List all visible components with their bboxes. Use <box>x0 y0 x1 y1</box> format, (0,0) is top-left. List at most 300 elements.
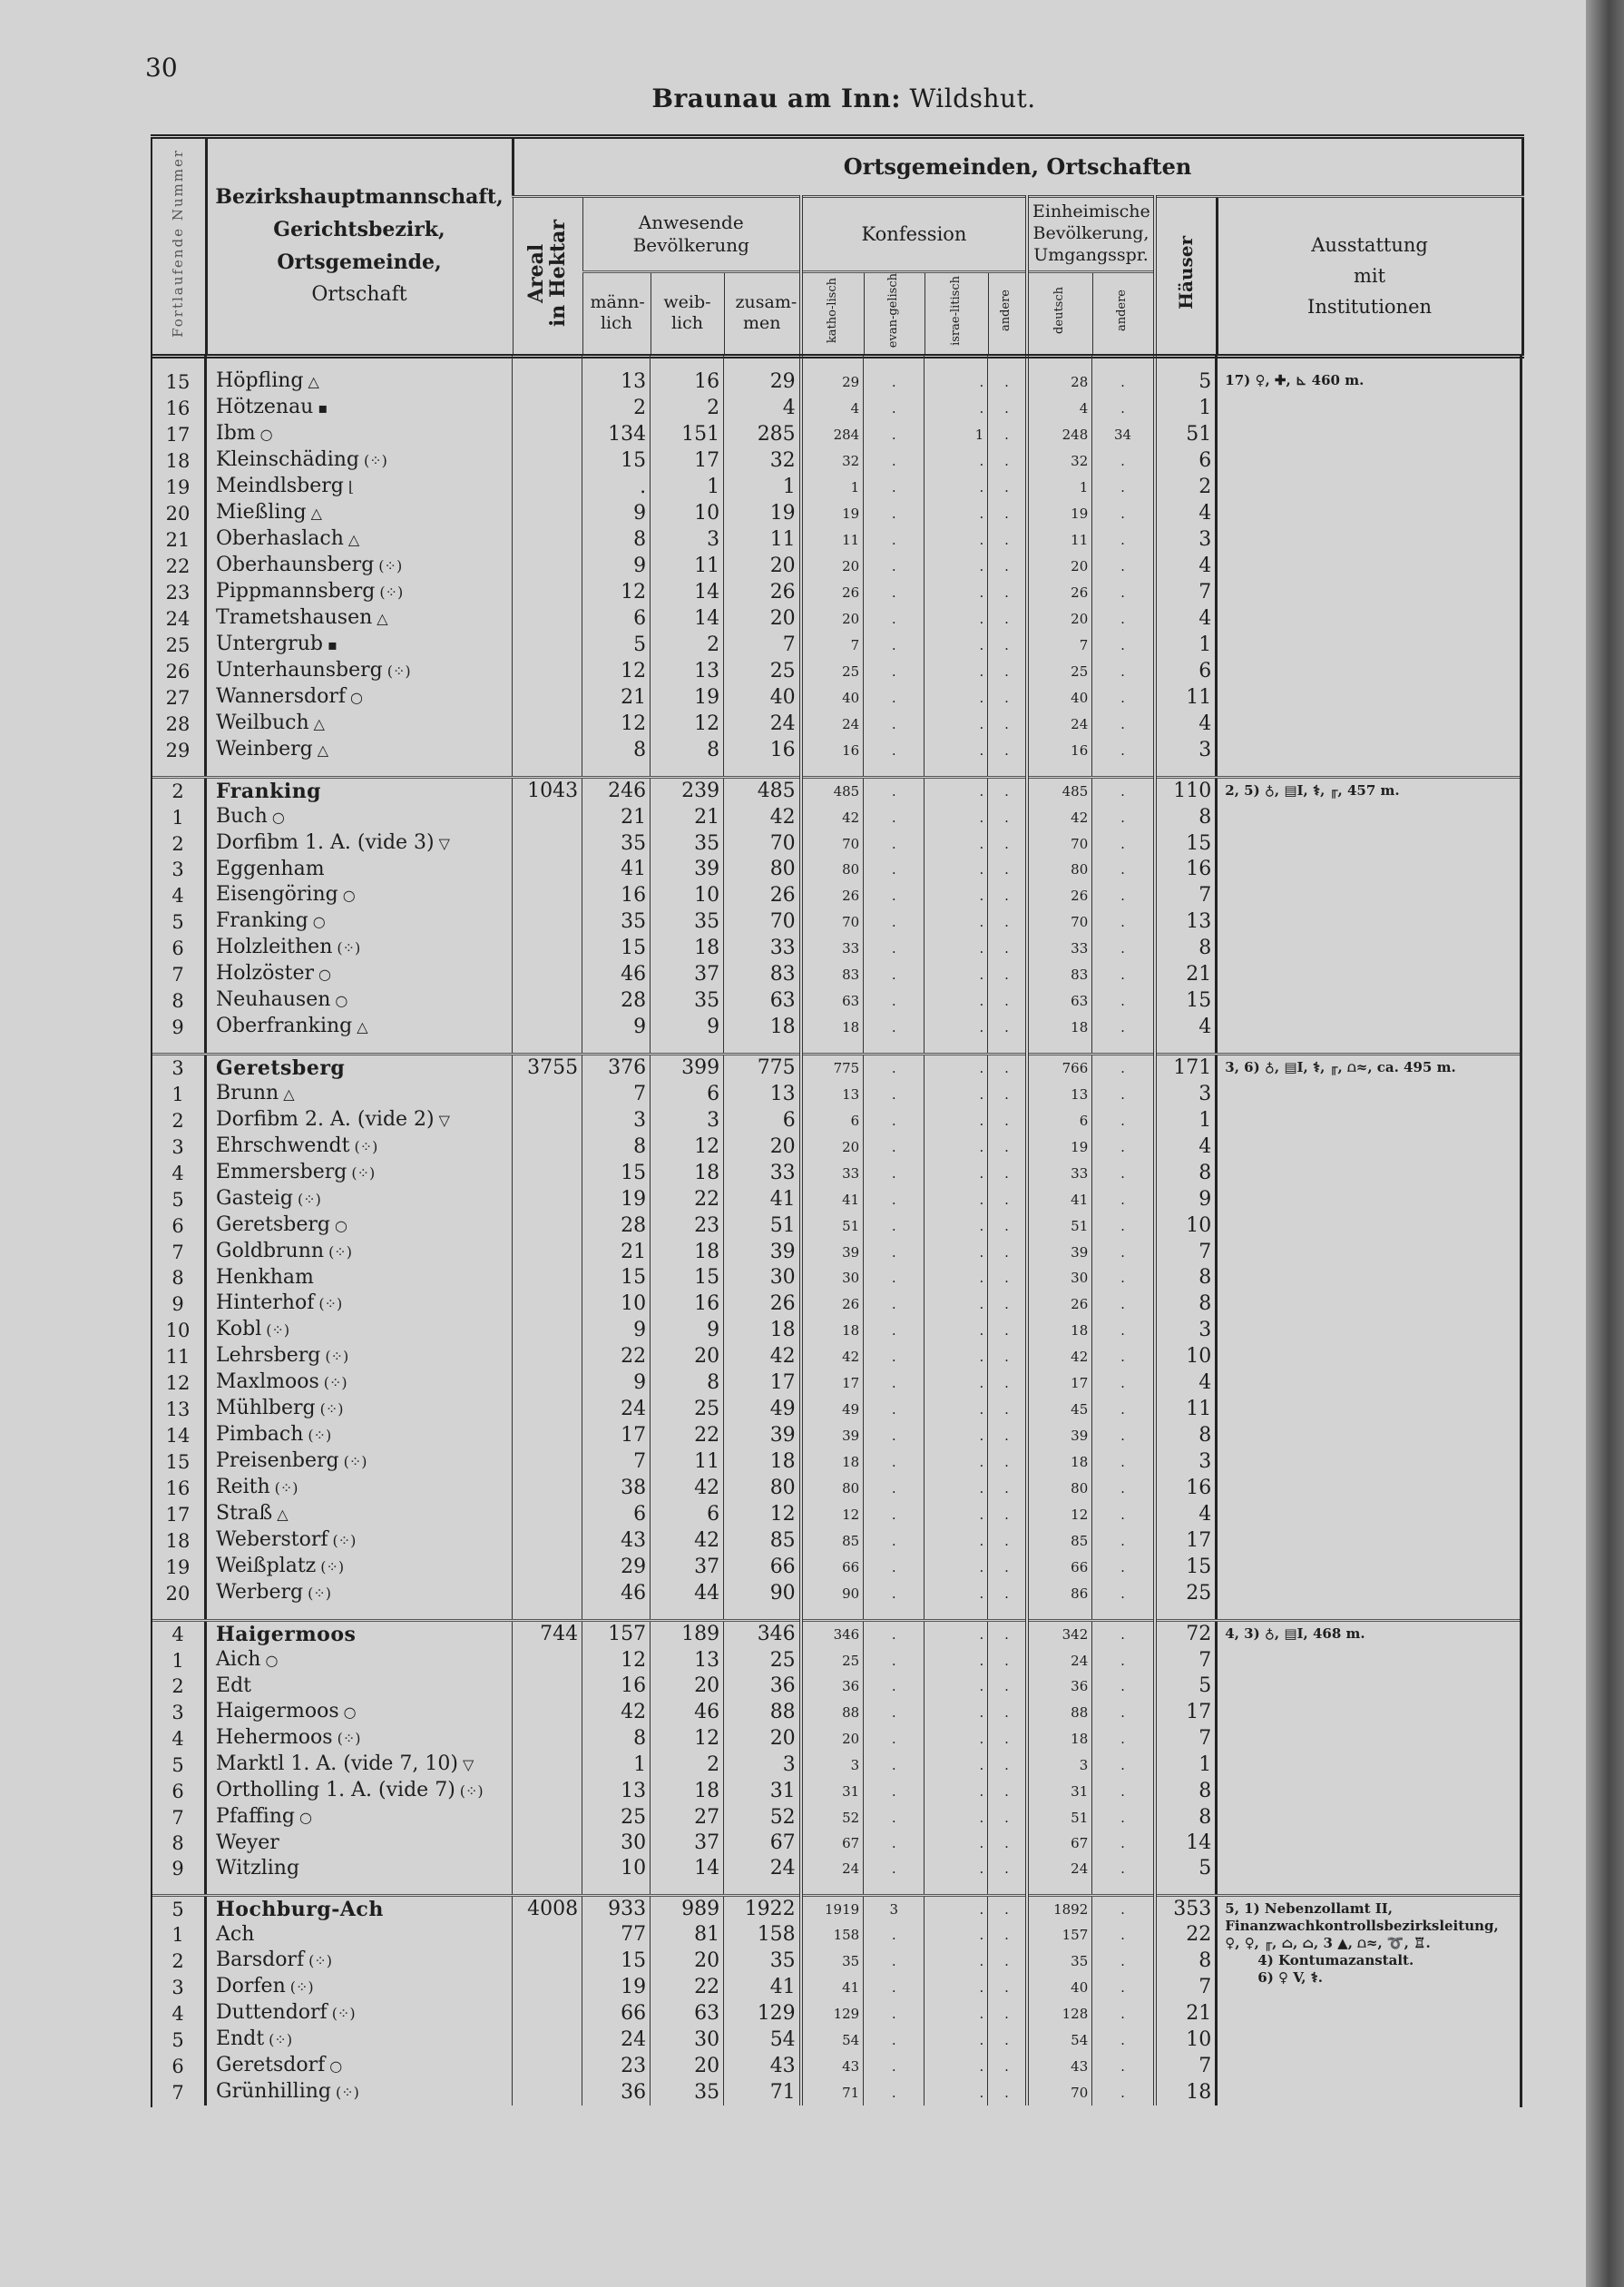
weiblich <box>651 1317 724 1343</box>
zusammen-value: 30 <box>769 1266 796 1289</box>
table-row <box>152 1186 1523 1212</box>
zusammen <box>724 1948 801 1974</box>
place-name-value: Witzling <box>216 1857 300 1880</box>
header-israelitisch <box>925 272 988 357</box>
separator-cell <box>651 1040 724 1055</box>
deutsch <box>1027 1343 1092 1369</box>
katholisch <box>801 1396 864 1422</box>
deutsch-value: 20 <box>1071 610 1089 627</box>
table-row <box>152 553 1523 579</box>
israelitisch-value: . <box>979 1860 984 1877</box>
andere-konfession-value: . <box>1004 1730 1009 1747</box>
row-number <box>152 1239 206 1265</box>
andere-sprache-value: . <box>1120 1348 1125 1365</box>
zusammen-value: 18 <box>769 1015 796 1038</box>
israelitisch-value: . <box>979 1835 984 1851</box>
zusammen <box>724 1778 801 1804</box>
settlement-type-icon: ○ <box>342 887 356 904</box>
katholisch-value: 42 <box>842 809 860 826</box>
settlement-type-icon: (⁘) <box>308 1585 331 1602</box>
maennlich-value: 246 <box>608 780 647 802</box>
israelitisch <box>925 1896 988 1923</box>
table-row <box>152 1475 1523 1501</box>
zusammen-value: 19 <box>769 501 796 525</box>
andere-sprache <box>1092 395 1155 421</box>
zusammen-value: 70 <box>769 831 796 855</box>
row-number <box>152 1186 206 1212</box>
areal <box>513 1948 582 1974</box>
israelitisch-value: . <box>979 2057 984 2075</box>
israelitisch-value: . <box>979 373 984 390</box>
separator-cell <box>988 1606 1027 1621</box>
katholisch <box>801 1422 864 1448</box>
weiblich <box>651 1081 724 1107</box>
katholisch <box>801 1922 864 1948</box>
ausstattung <box>1217 857 1522 882</box>
row-number <box>152 1647 206 1674</box>
deutsch <box>1027 882 1092 908</box>
row-number <box>152 830 206 857</box>
place-name-value: Kleinschäding <box>216 448 359 471</box>
katholisch-value: 88 <box>842 1703 860 1721</box>
note-line: 5, 1) Nebenzollamt II, Finanzwachkontrollsbezirksleitung, ♀, ♀, ╓, ⌂, ⌂, 3 ▲, ⩍≈, ➰, ♖. <box>1225 1900 1499 1951</box>
israelitisch-value: . <box>979 452 984 469</box>
israelitisch-value: . <box>979 1270 984 1286</box>
evangelisch <box>864 961 925 987</box>
separator-cell <box>1217 1040 1522 1055</box>
separator-cell <box>152 763 206 778</box>
evangelisch <box>864 1160 925 1186</box>
andere-sprache-value: . <box>1120 1703 1125 1721</box>
settlement-type-icon: ○ <box>299 1809 312 1826</box>
weiblich <box>651 1239 724 1265</box>
andere-sprache <box>1092 1699 1155 1725</box>
table-row <box>152 737 1523 763</box>
evangelisch-value: . <box>891 1927 896 1943</box>
andere-konfession-value: . <box>1004 689 1009 706</box>
andere-sprache-value: . <box>1120 1217 1125 1234</box>
group-separator <box>152 763 1523 778</box>
weiblich <box>651 1856 724 1881</box>
row-number <box>152 1621 206 1648</box>
maennlich <box>582 1554 651 1580</box>
weiblich <box>651 1752 724 1778</box>
israelitisch-value: . <box>979 1558 984 1575</box>
areal <box>513 658 582 684</box>
andere-sprache <box>1092 778 1155 805</box>
place-name <box>206 1896 513 1923</box>
row-number-value: 1 <box>171 1083 184 1105</box>
row-number-value: 17 <box>165 423 191 446</box>
weiblich <box>651 1055 724 1082</box>
andere-sprache <box>1092 474 1155 500</box>
andere-sprache-value: . <box>1120 2057 1125 2075</box>
place-name <box>206 2053 513 2079</box>
ausstattung <box>1217 1554 1522 1580</box>
row-number <box>152 2027 206 2053</box>
place-name-value: Hochburg-Ach <box>216 1898 384 1921</box>
deutsch-value: 24 <box>1071 1652 1089 1669</box>
ausstattung <box>1217 804 1522 830</box>
israelitisch <box>925 1699 988 1725</box>
haeuser-value: 21 <box>1186 2001 1212 2025</box>
ausstattung <box>1217 1948 1522 1974</box>
katholisch-value: 39 <box>842 1427 860 1444</box>
andere-konfession <box>988 1804 1027 1831</box>
areal <box>513 1396 582 1422</box>
haeuser-value: 10 <box>1186 1213 1212 1237</box>
israelitisch <box>925 1475 988 1501</box>
andere-konfession <box>988 737 1027 763</box>
deutsch <box>1027 447 1092 474</box>
zusammen <box>724 474 801 500</box>
maennlich-value: 17 <box>621 1423 647 1447</box>
row-number-value: 1 <box>171 806 184 829</box>
katholisch <box>801 1778 864 1804</box>
israelitisch <box>925 421 988 447</box>
table-row <box>152 1369 1523 1396</box>
haeuser <box>1155 1778 1217 1804</box>
separator-cell <box>925 1881 988 1896</box>
place-name <box>206 1856 513 1881</box>
israelitisch <box>925 1265 988 1291</box>
areal <box>513 1725 582 1752</box>
areal <box>513 579 582 605</box>
andere-sprache <box>1092 2053 1155 2079</box>
israelitisch <box>925 830 988 857</box>
deutsch-value: 70 <box>1071 835 1089 852</box>
row-number <box>152 1422 206 1448</box>
deutsch <box>1027 1448 1092 1475</box>
place-name-value: Weißplatz <box>216 1555 317 1577</box>
haeuser-value: 3 <box>1198 738 1212 761</box>
maennlich-value: 28 <box>621 1213 647 1237</box>
israelitisch-value: . <box>979 1585 984 1602</box>
weiblich-value: 18 <box>694 1161 720 1184</box>
row-number <box>152 2000 206 2027</box>
row-number <box>152 632 206 658</box>
row-number <box>152 1212 206 1239</box>
deutsch <box>1027 1896 1092 1923</box>
ausstattung <box>1217 778 1522 805</box>
place-name <box>206 1922 513 1948</box>
haeuser-value: 7 <box>1198 883 1212 907</box>
areal <box>513 1212 582 1239</box>
deutsch <box>1027 1317 1092 1343</box>
katholisch-value: 49 <box>842 1400 860 1418</box>
place-name-value: Franking <box>216 780 322 803</box>
israelitisch-value: . <box>979 2084 984 2101</box>
zusammen-value: 20 <box>769 606 796 630</box>
maennlich <box>582 737 651 763</box>
settlement-type-icon: ○ <box>259 426 273 443</box>
deutsch-value: 31 <box>1071 1782 1089 1800</box>
haeuser-value: 4 <box>1198 1134 1212 1158</box>
weiblich <box>651 1186 724 1212</box>
zusammen <box>724 1186 801 1212</box>
israelitisch-value: . <box>979 2005 984 2022</box>
zusammen-value: 18 <box>769 1449 796 1473</box>
andere-sprache <box>1092 1134 1155 1160</box>
deutsch <box>1027 1134 1092 1160</box>
haeuser-value: 3 <box>1198 1449 1212 1473</box>
andere-sprache <box>1092 830 1155 857</box>
evangelisch <box>864 2053 925 2079</box>
andere-konfession <box>988 447 1027 474</box>
row-number <box>152 882 206 908</box>
header-einheimische: Einheimische Bevölkerung, Umgangsspr. <box>1027 197 1155 272</box>
weiblich-value: 22 <box>694 1975 720 1998</box>
andere-konfession <box>988 711 1027 737</box>
andere-sprache <box>1092 1527 1155 1554</box>
haeuser-value: 4 <box>1198 501 1212 525</box>
maennlich <box>582 1501 651 1527</box>
zusammen-value: 66 <box>769 1555 796 1578</box>
evangelisch <box>864 1922 925 1948</box>
deutsch-value: 45 <box>1071 1400 1089 1418</box>
haeuser <box>1155 1317 1217 1343</box>
deutsch <box>1027 500 1092 526</box>
weiblich-value: 3 <box>707 527 720 551</box>
andere-konfession-value: . <box>1004 1243 1009 1261</box>
table-header <box>151 134 1524 358</box>
andere-sprache-value: . <box>1120 913 1125 930</box>
andere-sprache <box>1092 1081 1155 1107</box>
weiblich <box>651 553 724 579</box>
header-areal <box>513 197 582 357</box>
evangelisch <box>864 1422 925 1448</box>
settlement-type-icon: (⁘) <box>337 939 361 957</box>
haeuser-value: 3 <box>1198 1082 1212 1105</box>
deutsch-value: 54 <box>1071 2031 1089 2048</box>
andere-konfession-value: . <box>1004 426 1009 443</box>
place-name <box>206 1527 513 1554</box>
deutsch <box>1027 526 1092 553</box>
andere-sprache-value: . <box>1120 1112 1125 1129</box>
separator-cell <box>1027 1881 1092 1896</box>
separator-cell <box>582 1606 651 1621</box>
place-name <box>206 2000 513 2027</box>
andere-sprache-value: . <box>1120 531 1125 548</box>
deutsch <box>1027 632 1092 658</box>
ausstattung <box>1217 1831 1522 1856</box>
separator-cell <box>1155 1881 1217 1896</box>
maennlich <box>582 421 651 447</box>
zusammen <box>724 1239 801 1265</box>
evangelisch <box>864 658 925 684</box>
place-name-value: Oberhaslach <box>216 527 344 550</box>
israelitisch-value: . <box>979 663 984 680</box>
weiblich <box>651 737 724 763</box>
weiblich <box>651 2000 724 2027</box>
maennlich <box>582 1160 651 1186</box>
evangelisch-value: . <box>891 610 896 627</box>
weiblich <box>651 421 724 447</box>
haeuser <box>1155 1804 1217 1831</box>
note-line: 4) Kontumazanstalt. <box>1257 1952 1414 1968</box>
andere-konfession-value: . <box>1004 557 1009 574</box>
andere-konfession-value: . <box>1004 1532 1009 1549</box>
place-name <box>206 1554 513 1580</box>
andere-konfession <box>988 1856 1027 1881</box>
andere-konfession-value: . <box>1004 452 1009 469</box>
areal-value: 3755 <box>527 1056 579 1079</box>
katholisch-value: 70 <box>842 913 860 930</box>
maennlich <box>582 1974 651 2000</box>
katholisch <box>801 1501 864 1527</box>
zusammen-value: 13 <box>769 1082 796 1105</box>
areal <box>513 1699 582 1725</box>
deutsch <box>1027 1580 1092 1606</box>
deutsch-value: 3 <box>1079 1756 1089 1773</box>
andere-konfession-value: . <box>1004 1060 1009 1076</box>
haeuser <box>1155 1501 1217 1527</box>
maennlich <box>582 1369 651 1396</box>
header-nr-label: Fortlaufende Nummer <box>170 149 187 339</box>
haeuser-value: 5 <box>1198 1674 1212 1697</box>
deutsch <box>1027 1186 1092 1212</box>
andere-sprache-value: 34 <box>1113 426 1132 443</box>
israelitisch <box>925 2000 988 2027</box>
settlement-type-icon: △ <box>283 1085 295 1103</box>
andere-konfession-value: . <box>1004 1138 1009 1155</box>
katholisch <box>801 1107 864 1134</box>
areal <box>513 1475 582 1501</box>
header-areal-l2: in Hektar <box>546 219 571 327</box>
andere-konfession-value: . <box>1004 1217 1009 1234</box>
place-name <box>206 1804 513 1831</box>
settlement-type-icon: (⁘) <box>351 1164 376 1182</box>
place-name-value: Dorfibm 2. A. <box>216 1108 351 1131</box>
haeuser <box>1155 1160 1217 1186</box>
deutsch-value: 19 <box>1071 1138 1089 1155</box>
israelitisch-value: . <box>979 1164 984 1182</box>
weiblich <box>651 1554 724 1580</box>
andere-konfession <box>988 961 1027 987</box>
maennlich <box>582 1448 651 1475</box>
weiblich-value: 1 <box>707 475 720 498</box>
weiblich-value: 20 <box>694 1948 720 1972</box>
row-number <box>152 1055 206 1082</box>
deutsch-value: 85 <box>1071 1532 1089 1549</box>
haeuser-value: 4 <box>1198 554 1212 577</box>
weiblich <box>651 2053 724 2079</box>
zusammen <box>724 857 801 882</box>
evangelisch-value: . <box>891 1374 896 1391</box>
andere-konfession-value: . <box>1004 1756 1009 1773</box>
table-row <box>152 857 1523 882</box>
settlement-type-icon: (⁘) <box>459 1782 484 1800</box>
evangelisch <box>864 684 925 711</box>
separator-cell <box>1217 1881 1522 1896</box>
andere-sprache-value: . <box>1120 1243 1125 1261</box>
andere-konfession <box>988 1580 1027 1606</box>
row-number <box>152 961 206 987</box>
israelitisch <box>925 1948 988 1974</box>
ausstattung <box>1217 1343 1522 1369</box>
ausstattung <box>1217 1752 1522 1778</box>
deutsch-value: 51 <box>1071 1809 1089 1826</box>
katholisch <box>801 605 864 632</box>
maennlich <box>582 1014 651 1040</box>
katholisch <box>801 658 864 684</box>
maennlich-value: 15 <box>621 1948 647 1972</box>
andere-konfession <box>988 421 1027 447</box>
separator-cell <box>925 1606 988 1621</box>
maennlich-value: 9 <box>633 554 647 577</box>
evangelisch <box>864 1081 925 1107</box>
andere-konfession-value: . <box>1004 1835 1009 1851</box>
row-number-value: 27 <box>165 686 191 709</box>
katholisch <box>801 684 864 711</box>
place-name <box>206 1212 513 1239</box>
place-name <box>206 1055 513 1082</box>
evangelisch-value: . <box>891 887 896 904</box>
zusammen-value: 31 <box>769 1779 796 1802</box>
andere-sprache-value: . <box>1120 1270 1125 1286</box>
andere-konfession-value: . <box>1004 531 1009 548</box>
maennlich-value: 10 <box>621 1857 647 1880</box>
israelitisch-value: . <box>979 715 984 732</box>
andere-konfession-value: . <box>1004 636 1009 653</box>
andere-konfession-value: . <box>1004 992 1009 1009</box>
andere-sprache <box>1092 1186 1155 1212</box>
evangelisch <box>864 2027 925 2053</box>
weiblich-value: 16 <box>694 1291 720 1315</box>
zusammen-value: 33 <box>769 1161 796 1184</box>
deutsch <box>1027 961 1092 987</box>
table-row <box>152 1725 1523 1752</box>
evangelisch <box>864 804 925 830</box>
andere-konfession-value: . <box>1004 715 1009 732</box>
header-andere-spr-label: andere <box>1115 290 1130 332</box>
settlement-type-icon: (⁘) <box>319 1400 344 1418</box>
place-name-value: Goldbrunn <box>216 1240 325 1262</box>
ausstattung <box>1217 2000 1522 2027</box>
maennlich-value: 10 <box>621 1291 647 1315</box>
row-number-value: 3 <box>171 1701 184 1723</box>
deutsch <box>1027 658 1092 684</box>
maennlich-value: 12 <box>621 580 647 604</box>
place-name-value: Holzöster <box>216 962 314 985</box>
maennlich-value: 25 <box>621 1805 647 1829</box>
andere-konfession <box>988 658 1027 684</box>
evangelisch <box>864 1501 925 1527</box>
andere-konfession <box>988 395 1027 421</box>
note-line: 4, 3) ♁, ▤I, 468 m. <box>1225 1625 1365 1642</box>
table-row <box>152 1265 1523 1291</box>
place-name-value: Endt <box>216 2027 265 2050</box>
andere-konfession <box>988 1752 1027 1778</box>
evangelisch-value: . <box>891 1835 896 1851</box>
weiblich <box>651 1621 724 1648</box>
zusammen <box>724 935 801 961</box>
deutsch <box>1027 711 1092 737</box>
evangelisch-value: . <box>891 636 896 653</box>
weiblich-value: 17 <box>694 448 720 472</box>
weiblich <box>651 526 724 553</box>
row-number-value: 7 <box>171 1806 184 1829</box>
evangelisch-value: . <box>891 1217 896 1234</box>
evangelisch-value: . <box>891 1652 896 1669</box>
evangelisch-value: . <box>891 1952 896 1969</box>
ausstattung <box>1217 500 1522 526</box>
weiblich-value: 239 <box>681 780 720 802</box>
table-row <box>152 1239 1523 1265</box>
maennlich-value: 35 <box>621 909 647 933</box>
place-name-value: Marktl 1. A. <box>216 1752 338 1775</box>
ausstattung <box>1217 368 1522 395</box>
